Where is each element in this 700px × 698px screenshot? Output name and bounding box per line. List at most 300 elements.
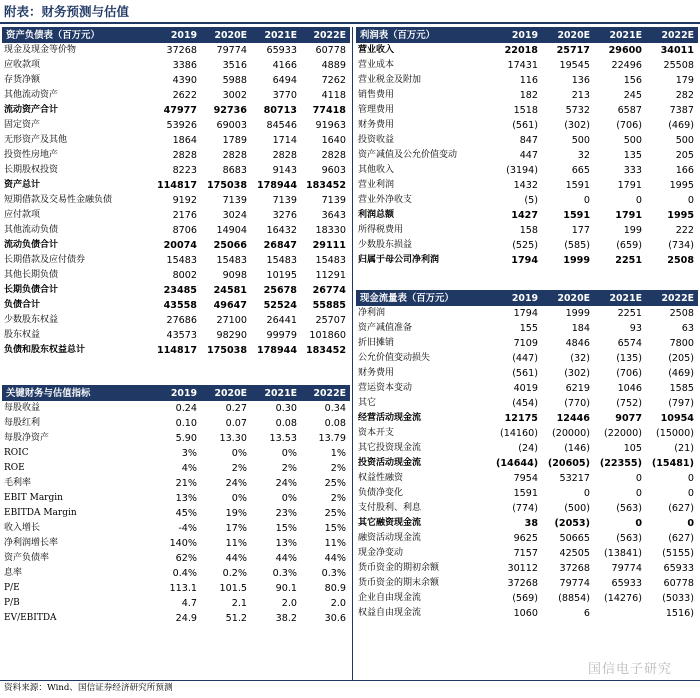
row-value: 1591 (565, 180, 590, 191)
row-label: 投资性房地产 (4, 150, 59, 160)
row-value: 20074 (163, 240, 197, 251)
table-row (2, 491, 350, 506)
row-label: 少数股东损益 (358, 240, 413, 250)
row-value: 135 (623, 150, 642, 161)
table-row (356, 238, 698, 253)
row-value: 0% (231, 493, 247, 504)
row-label: 企业自由现金流 (358, 593, 422, 603)
row-value: 113.1 (169, 583, 197, 594)
row-value: 80.9 (324, 583, 346, 594)
table-row (2, 401, 350, 416)
row-value: 15483 (266, 255, 297, 266)
row-value: 25508 (663, 60, 694, 71)
row-value: 45% (175, 508, 197, 519)
row-value: (797) (668, 398, 694, 409)
row-label: 负债和股东权益总计 (4, 345, 86, 355)
table-row (356, 411, 698, 426)
table-row (2, 133, 350, 148)
row-value: 69003 (216, 120, 247, 131)
row-value: 182 (519, 90, 538, 101)
row-value: 38 (524, 518, 538, 529)
row-value: 222 (675, 225, 694, 236)
row-value: 24% (275, 478, 297, 489)
row-value: 9603 (321, 165, 346, 176)
year-header: 2022E (301, 27, 350, 43)
table-row (2, 328, 350, 343)
row-value: 79774 (216, 45, 247, 56)
row-label: 长期借款及应付债券 (4, 255, 86, 265)
row-value: 47977 (163, 105, 197, 116)
row-value: 9077 (615, 413, 642, 424)
row-value: 77418 (312, 105, 346, 116)
row-label: 货币资金的期初余额 (358, 563, 440, 573)
row-label: 毛利率 (4, 478, 32, 488)
row-value: 1794 (511, 255, 538, 266)
row-value: 0.2% (222, 568, 247, 579)
row-value: (14644) (496, 458, 539, 469)
row-value: 15483 (315, 255, 346, 266)
year-header: 2022E (301, 385, 350, 401)
row-value: 2.0 (281, 598, 297, 609)
row-value: 500 (623, 135, 642, 146)
row-value: 13% (175, 493, 197, 504)
row-label: 长期股权投资 (4, 165, 59, 175)
row-value: 0 (687, 518, 694, 529)
row-label: 折旧摊销 (358, 338, 395, 348)
row-label: 货币资金的期末余额 (358, 578, 440, 588)
row-label: 少数股东权益 (4, 315, 59, 325)
row-label: 营运资本变动 (358, 383, 413, 393)
row-label: 固定资产 (4, 120, 41, 130)
row-value: 65933 (611, 578, 642, 589)
row-label: 公允价值变动损失 (358, 353, 431, 363)
row-label: 权益自由现金流 (358, 608, 422, 618)
table-row (356, 321, 698, 336)
row-value: 3643 (321, 210, 346, 221)
year-header: 2019 (154, 385, 201, 401)
row-label: 营业税金及附加 (358, 75, 422, 85)
table-row (2, 343, 350, 358)
table-row (356, 456, 698, 471)
row-value: 2828 (222, 150, 247, 161)
row-value: 500 (675, 135, 694, 146)
row-value: 60778 (663, 578, 694, 589)
row-value: 2.1 (231, 598, 247, 609)
table-row (356, 193, 698, 208)
table-row (356, 118, 698, 133)
row-value: 0 (583, 195, 590, 206)
row-value: -4% (178, 523, 197, 534)
row-label: 资产减值准备 (358, 323, 413, 333)
row-value: 53217 (559, 473, 590, 484)
row-value: 25678 (263, 285, 297, 296)
year-header: 2020E (542, 290, 594, 306)
row-value: 98290 (216, 330, 247, 341)
row-label: 流动负债合计 (4, 240, 59, 250)
row-value: 140% (169, 538, 197, 549)
row-value: 184 (571, 323, 590, 334)
row-value: 13.30 (219, 433, 247, 444)
row-value: 2622 (172, 90, 197, 101)
row-label: 权益性融资 (358, 473, 404, 483)
row-value: 0% (231, 448, 247, 459)
row-value: (8854) (558, 593, 590, 604)
table-row (356, 561, 698, 576)
row-value: 10954 (660, 413, 694, 424)
row-value: 0 (635, 195, 642, 206)
row-value: 13% (275, 538, 297, 549)
row-value: 10195 (266, 270, 297, 281)
row-value: 175038 (206, 345, 247, 356)
row-value: 79774 (611, 563, 642, 574)
row-value: (585) (564, 240, 590, 251)
row-value: 0 (635, 518, 642, 529)
row-value: 12446 (556, 413, 590, 424)
row-value: 62% (175, 553, 197, 564)
column-divider (352, 27, 353, 680)
row-value: 25717 (556, 45, 590, 56)
row-value: (500) (564, 503, 590, 514)
table-row (356, 103, 698, 118)
row-value: 2508 (669, 308, 694, 319)
balance-sheet-table (2, 27, 350, 358)
table-row (2, 551, 350, 566)
table-row (356, 606, 698, 621)
row-value: 9143 (272, 165, 297, 176)
title-rule (0, 22, 700, 24)
row-value: 847 (519, 135, 538, 146)
row-label: 负债合计 (4, 300, 41, 310)
row-value: 9192 (172, 195, 197, 206)
row-value: 49647 (213, 300, 247, 311)
row-value: 3002 (222, 90, 247, 101)
row-value: 19% (225, 508, 247, 519)
row-label: 财务费用 (358, 120, 395, 130)
year-header: 2022E (646, 290, 698, 306)
cash-flow-table (356, 290, 698, 621)
row-value: 32 (577, 150, 590, 161)
row-value: 29111 (312, 240, 346, 251)
row-value: (20605) (547, 458, 590, 469)
row-value: (21) (674, 443, 694, 454)
table-row (356, 163, 698, 178)
row-value: 19545 (559, 60, 590, 71)
row-label: EBIT Margin (4, 493, 63, 503)
row-label: EBITDA Margin (4, 508, 77, 518)
income-statement-table (356, 27, 698, 268)
row-value: 0 (583, 488, 590, 499)
year-header: 2020E (201, 27, 251, 43)
table-row (356, 516, 698, 531)
row-value: (563) (616, 503, 642, 514)
row-value: 447 (519, 150, 538, 161)
row-value: 22018 (504, 45, 538, 56)
row-value: 6219 (565, 383, 590, 394)
row-value: 0.08 (324, 418, 346, 429)
row-value: 30.6 (324, 613, 346, 624)
row-value: 205 (675, 150, 694, 161)
year-header: 2021E (594, 27, 646, 43)
row-value: 9098 (222, 270, 247, 281)
table-row (2, 521, 350, 536)
row-value: 105 (623, 443, 642, 454)
table-header-row (2, 27, 350, 43)
row-value: 136 (571, 75, 590, 86)
row-value: 7157 (513, 548, 538, 559)
row-value: 0.3% (272, 568, 297, 579)
row-label: 净利润增长率 (4, 538, 59, 548)
row-value: (15000) (655, 428, 694, 439)
row-value: (20000) (551, 428, 590, 439)
row-value: 500 (571, 135, 590, 146)
table-row (2, 446, 350, 461)
row-label: 股东权益 (4, 330, 41, 340)
row-value: (15481) (651, 458, 694, 469)
row-label: 资产减值及公允价值变动 (358, 150, 458, 160)
table-row (356, 366, 698, 381)
year-header: 2021E (251, 27, 301, 43)
table-row (356, 501, 698, 516)
row-value: 30112 (507, 563, 538, 574)
row-value: 55885 (312, 300, 346, 311)
row-value: 7954 (513, 473, 538, 484)
row-label: 每股红利 (4, 418, 41, 428)
year-header: 2020E (542, 27, 594, 43)
row-value: (525) (512, 240, 538, 251)
row-value: 1046 (617, 383, 642, 394)
table-row (2, 283, 350, 298)
row-value: 5732 (565, 105, 590, 116)
table-row (2, 536, 350, 551)
table-row (2, 193, 350, 208)
table-row (356, 576, 698, 591)
row-value: 1640 (321, 135, 346, 146)
table-row (356, 396, 698, 411)
row-value: 1585 (669, 383, 694, 394)
row-value: 15% (324, 523, 346, 534)
year-header: 2020E (201, 385, 251, 401)
row-value: 155 (519, 323, 538, 334)
row-value: 7800 (669, 338, 694, 349)
row-value: 1791 (615, 210, 642, 221)
row-value: 0.3% (321, 568, 346, 579)
row-value: 2828 (172, 150, 197, 161)
row-value: 27686 (166, 315, 197, 326)
row-label: 收入增长 (4, 523, 41, 533)
row-value: 114817 (156, 180, 197, 191)
row-value: 65933 (266, 45, 297, 56)
row-label: 利润总额 (358, 210, 395, 220)
row-value: 11% (225, 538, 247, 549)
row-value: (3194) (506, 165, 538, 176)
table-row (2, 43, 350, 58)
row-value: 65933 (663, 563, 694, 574)
table-row (2, 298, 350, 313)
row-value: 2508 (667, 255, 694, 266)
row-value: 1999 (565, 308, 590, 319)
table-row (356, 223, 698, 238)
row-value: 114817 (156, 345, 197, 356)
row-value: (563) (616, 533, 642, 544)
row-value: 7109 (513, 338, 538, 349)
row-value: 0% (281, 448, 297, 459)
row-label: 其他流动资产 (4, 90, 59, 100)
row-label: 财务费用 (358, 368, 395, 378)
row-value: 26847 (263, 240, 297, 251)
row-label: 净利润 (358, 308, 386, 318)
table-row (2, 208, 350, 223)
row-value: 1591 (513, 488, 538, 499)
row-value: 183452 (305, 345, 346, 356)
row-value: 3024 (222, 210, 247, 221)
row-value: 1995 (669, 180, 694, 191)
row-label: ROE (4, 463, 25, 473)
row-value: 93 (629, 323, 642, 334)
row-value: 4019 (513, 383, 538, 394)
row-label: 营业收入 (358, 45, 395, 55)
row-value: 80713 (263, 105, 297, 116)
row-label: 短期借款及交易性金融负债 (4, 195, 113, 205)
row-label: 流动资产合计 (4, 105, 59, 115)
row-value: 1591 (563, 210, 590, 221)
row-value: 2828 (321, 150, 346, 161)
row-value: 665 (571, 165, 590, 176)
year-header: 2021E (251, 385, 301, 401)
row-label: 经营活动现金流 (358, 413, 422, 423)
row-value: 6574 (617, 338, 642, 349)
row-label: 所得税费用 (358, 225, 404, 235)
table-row (356, 73, 698, 88)
row-label: 息率 (4, 568, 23, 578)
row-value: 2% (330, 463, 346, 474)
row-value (594, 606, 646, 621)
table-row (356, 88, 698, 103)
row-value: 0 (687, 195, 694, 206)
table-row (356, 178, 698, 193)
row-value: 25% (324, 478, 346, 489)
row-value: 213 (571, 90, 590, 101)
table-row (2, 268, 350, 283)
row-value: 2251 (615, 255, 642, 266)
row-label: 资本开支 (358, 428, 395, 438)
page-title: 附表：财务预测与估值 (4, 4, 130, 19)
row-value: 26441 (266, 315, 297, 326)
row-value: 1427 (511, 210, 538, 221)
table-row (2, 566, 350, 581)
year-header: 2019 (494, 27, 542, 43)
row-value: 25707 (315, 315, 346, 326)
row-value: (454) (512, 398, 538, 409)
row-value: 1789 (222, 135, 247, 146)
row-value: (627) (668, 533, 694, 544)
row-value: 13.79 (318, 433, 346, 444)
row-value: 90.1 (275, 583, 297, 594)
row-value: 0.08 (275, 418, 297, 429)
row-label: 应付款项 (4, 210, 41, 220)
row-label: 融资活动现金流 (358, 533, 422, 543)
table-row (356, 208, 698, 223)
row-value: 3276 (272, 210, 297, 221)
row-value: 1791 (617, 180, 642, 191)
row-label: 每股收益 (4, 403, 41, 413)
row-value: (24) (518, 443, 538, 454)
row-value: 156 (623, 75, 642, 86)
row-value: 7262 (321, 75, 346, 86)
row-value: 4889 (321, 60, 346, 71)
row-label: 无形资产及其他 (4, 135, 68, 145)
row-value: 6587 (617, 105, 642, 116)
row-value: (706) (616, 120, 642, 131)
row-value: 166 (675, 165, 694, 176)
row-value: 2828 (272, 150, 297, 161)
row-label: 管理费用 (358, 105, 395, 115)
table-row (2, 178, 350, 193)
row-value: 1% (330, 448, 346, 459)
row-label: 应收款项 (4, 60, 41, 70)
row-value: (774) (512, 503, 538, 514)
row-value: (5) (524, 195, 538, 206)
row-value: 4846 (565, 338, 590, 349)
row-value: (302) (564, 120, 590, 131)
table-row (2, 223, 350, 238)
row-value: 3386 (172, 60, 197, 71)
row-value: 4390 (172, 75, 197, 86)
row-value: 1999 (563, 255, 590, 266)
row-value: 7387 (669, 105, 694, 116)
table-row (356, 381, 698, 396)
row-value: 199 (623, 225, 642, 236)
row-value: 101860 (309, 330, 346, 341)
row-value: 5988 (222, 75, 247, 86)
row-value: 0 (687, 488, 694, 499)
row-label: 归属于母公司净利润 (358, 255, 440, 265)
row-value: 2251 (617, 308, 642, 319)
row-value: (135) (616, 353, 642, 364)
row-value: 0.4% (172, 568, 197, 579)
row-label: P/B (4, 598, 20, 608)
row-value: 175038 (206, 180, 247, 191)
table-header-row (2, 385, 350, 401)
row-value: 183452 (305, 180, 346, 191)
row-value: 0 (635, 488, 642, 499)
row-value: (14160) (499, 428, 538, 439)
table-header-row (356, 290, 698, 306)
row-value: 3770 (272, 90, 297, 101)
table-row (356, 306, 698, 321)
row-label: 支付股利、利息 (358, 503, 422, 513)
row-label: 资产负债率 (4, 553, 50, 563)
row-value: 282 (675, 90, 694, 101)
table-row (2, 596, 350, 611)
row-value: 2176 (172, 210, 197, 221)
row-label: 其它投资现金流 (358, 443, 422, 453)
row-value: 0 (635, 473, 642, 484)
row-value: 6 (583, 608, 590, 619)
row-value: 177 (571, 225, 590, 236)
row-label: 销售费用 (358, 90, 395, 100)
row-value: 63 (681, 323, 694, 334)
row-value: 11291 (315, 270, 346, 281)
table-row (356, 426, 698, 441)
row-value: 14904 (216, 225, 247, 236)
table-row (2, 461, 350, 476)
row-value: 178944 (256, 345, 297, 356)
table-row (356, 471, 698, 486)
row-value: (627) (668, 503, 694, 514)
row-value: (469) (668, 120, 694, 131)
row-label: 每股净资产 (4, 433, 50, 443)
row-label: 营业利润 (358, 180, 395, 190)
